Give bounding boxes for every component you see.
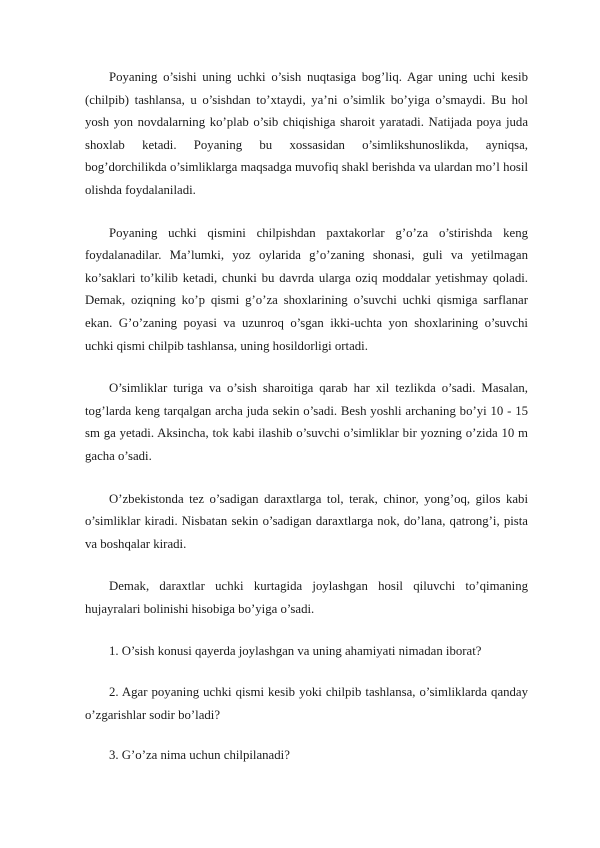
question: 3. G’o’za nima uchun chilpilanadi?: [109, 748, 290, 763]
paragraph: Poyaning o’sishi uning uchki o’sish nuqtasiga bog’liq. Agar uning uchi kesib (chilpib) tashlansa, u o’sishdan to’xtaydi, ya’ni o’simlik bo’yiga o’smaydi. Bu hol yosh yon novdalarning ko’plab o’sib chiqishiga sharoit yaratadi. Natijada poya juda shoxlab ketadi. Poyaning bu xossasidan o’simlikshunoslikda, ayniqsa, bog’dorchilikda o’simliklarga maqsadga muvofiq shakl berishda va ulardan mo’l hosil olishda foydalaniladi.: [85, 70, 528, 197]
paragraph: O’simliklar turiga va o’sish sharoitiga qarab har xil tezlikda o’sadi. Masalan, tog’larda keng tarqalgan archa juda sekin o’sadi. Besh yoshli archaning bo’yi 10 - 15 sm ga yetadi. Aksincha, tok kabi ilashib o’suvchi o’simliklar bir yozning o’zida 10 m gacha o’sadi.: [85, 381, 528, 463]
paragraph: O’zbekistonda tez o’sadigan daraxtlarga tol, terak, chinor, yong’oq, gilos kabi o’simliklar kiradi. Nisbatan sekin o’sadigan daraxtlarga nok, do’lana, qatrong’i, pista va boshqalar kiradi.: [85, 491, 528, 551]
question: 1. O’sish konusi qayerda joylashgan va uning ahamiyati nimadan iborat?: [109, 644, 482, 659]
paragraph: Demak, daraxtlar uchki kurtagida joylashgan hosil qiluvchi to’qimaning hujayralari bolinishi hisobiga bo’yiga o’sadi.: [85, 579, 528, 616]
question: 2. Agar poyaning uchki qismi kesib yoki chilpib tashlansa, o’simliklarda qanday o’zgarishlar sodir bo’ladi?: [85, 685, 528, 722]
paragraph: Poyaning uchki qismini chilpishdan paxtakorlar g’o’za o’stirishda keng foydalanadilar. Ma’lumki, yoz oylarida g’o’zaning shonasi, guli va yetilmagan ko’saklari to’kilib ketadi, chunki bu davrda ularga oziq moddalar yetishmay qoladi. Demak, oziqning ko’p qismi g’o’za shoxlarining o’suvchi uchki qismiga sarflanar ekan. G’o’zaning poyasi va uzunroq o’sgan ikki-uchta yon shoxlarining o’suvchi uchki qismi chilpib tashlansa, uning hosildorligi ortadi.: [85, 225, 528, 353]
